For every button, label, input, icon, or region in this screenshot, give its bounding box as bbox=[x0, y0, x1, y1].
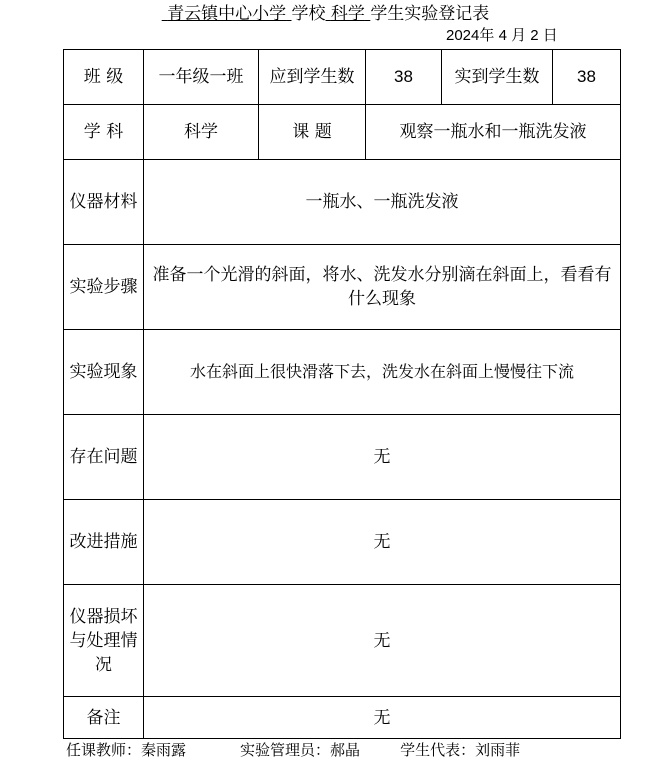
steps-label: 实验步骤 bbox=[64, 245, 144, 330]
phenomenon-row bbox=[64, 330, 621, 415]
expected-students-value: 38 bbox=[366, 50, 442, 105]
topic-value: 观察一瓶水和一瓶洗发液 bbox=[366, 105, 621, 160]
manager-name: 郝晶 bbox=[330, 741, 361, 759]
damage-value: 无 bbox=[144, 585, 621, 697]
phenomenon-label: 实验现象 bbox=[64, 330, 144, 415]
topic-label: 课 题 bbox=[259, 105, 366, 160]
form-name: 学生实验登记表 bbox=[370, 4, 490, 24]
school-suffix: 学校 bbox=[291, 4, 326, 24]
teacher-label: 任课教师： bbox=[66, 741, 142, 759]
phenomenon-value: 水在斜面上很快滑落下去，洗发水在斜面上慢慢往下流 bbox=[144, 330, 621, 415]
class-value: 一年级一班 bbox=[144, 50, 259, 105]
improve-value: 无 bbox=[144, 500, 621, 585]
problems-label: 存在问题 bbox=[64, 415, 144, 500]
steps-row bbox=[64, 245, 621, 330]
date-year-unit: 年 bbox=[479, 27, 495, 44]
problems-row bbox=[64, 415, 621, 500]
school-name: 青云镇中心小学 bbox=[167, 4, 287, 24]
improve-label: 改进措施 bbox=[64, 500, 144, 585]
date-month-unit: 月 bbox=[511, 27, 527, 44]
materials-value: 一瓶水、一瓶洗发液 bbox=[144, 160, 621, 245]
teacher-name: 秦雨露 bbox=[141, 741, 187, 759]
remarks-value: 无 bbox=[144, 697, 621, 739]
form-title bbox=[0, 4, 651, 24]
experiment-record-table bbox=[63, 49, 621, 739]
form-date bbox=[446, 27, 558, 45]
materials-row bbox=[64, 160, 621, 245]
student-label: 学生代表： bbox=[400, 741, 476, 759]
steps-value: 准备一个光滑的斜面，将水、洗发水分别滴在斜面上，看看有什么现象 bbox=[144, 245, 621, 330]
date-year: 2024 bbox=[446, 27, 480, 44]
problems-value: 无 bbox=[144, 415, 621, 500]
subject-label: 学 科 bbox=[64, 105, 144, 160]
expected-students-label: 应到学生数 bbox=[259, 50, 366, 105]
actual-students-value: 38 bbox=[553, 50, 621, 105]
materials-label: 仪器材料 bbox=[64, 160, 144, 245]
date-day: 2 bbox=[530, 27, 539, 44]
class-label: 班 级 bbox=[64, 50, 144, 105]
subject-value: 科学 bbox=[144, 105, 259, 160]
improve-row bbox=[64, 500, 621, 585]
subject-name: 科学 bbox=[330, 4, 365, 24]
date-month: 4 bbox=[498, 27, 507, 44]
date-day-unit: 日 bbox=[542, 27, 558, 44]
student-name: 刘雨菲 bbox=[475, 741, 521, 759]
remarks-row bbox=[64, 697, 621, 739]
damage-row bbox=[64, 585, 621, 697]
actual-students-label: 实到学生数 bbox=[442, 50, 553, 105]
damage-label: 仪器损坏与处理情况 bbox=[64, 585, 144, 697]
manager-label: 实验管理员： bbox=[240, 741, 331, 759]
signature-footer bbox=[66, 740, 520, 760]
subject-row bbox=[64, 105, 621, 160]
remarks-label: 备注 bbox=[64, 697, 144, 739]
class-row bbox=[64, 50, 621, 105]
